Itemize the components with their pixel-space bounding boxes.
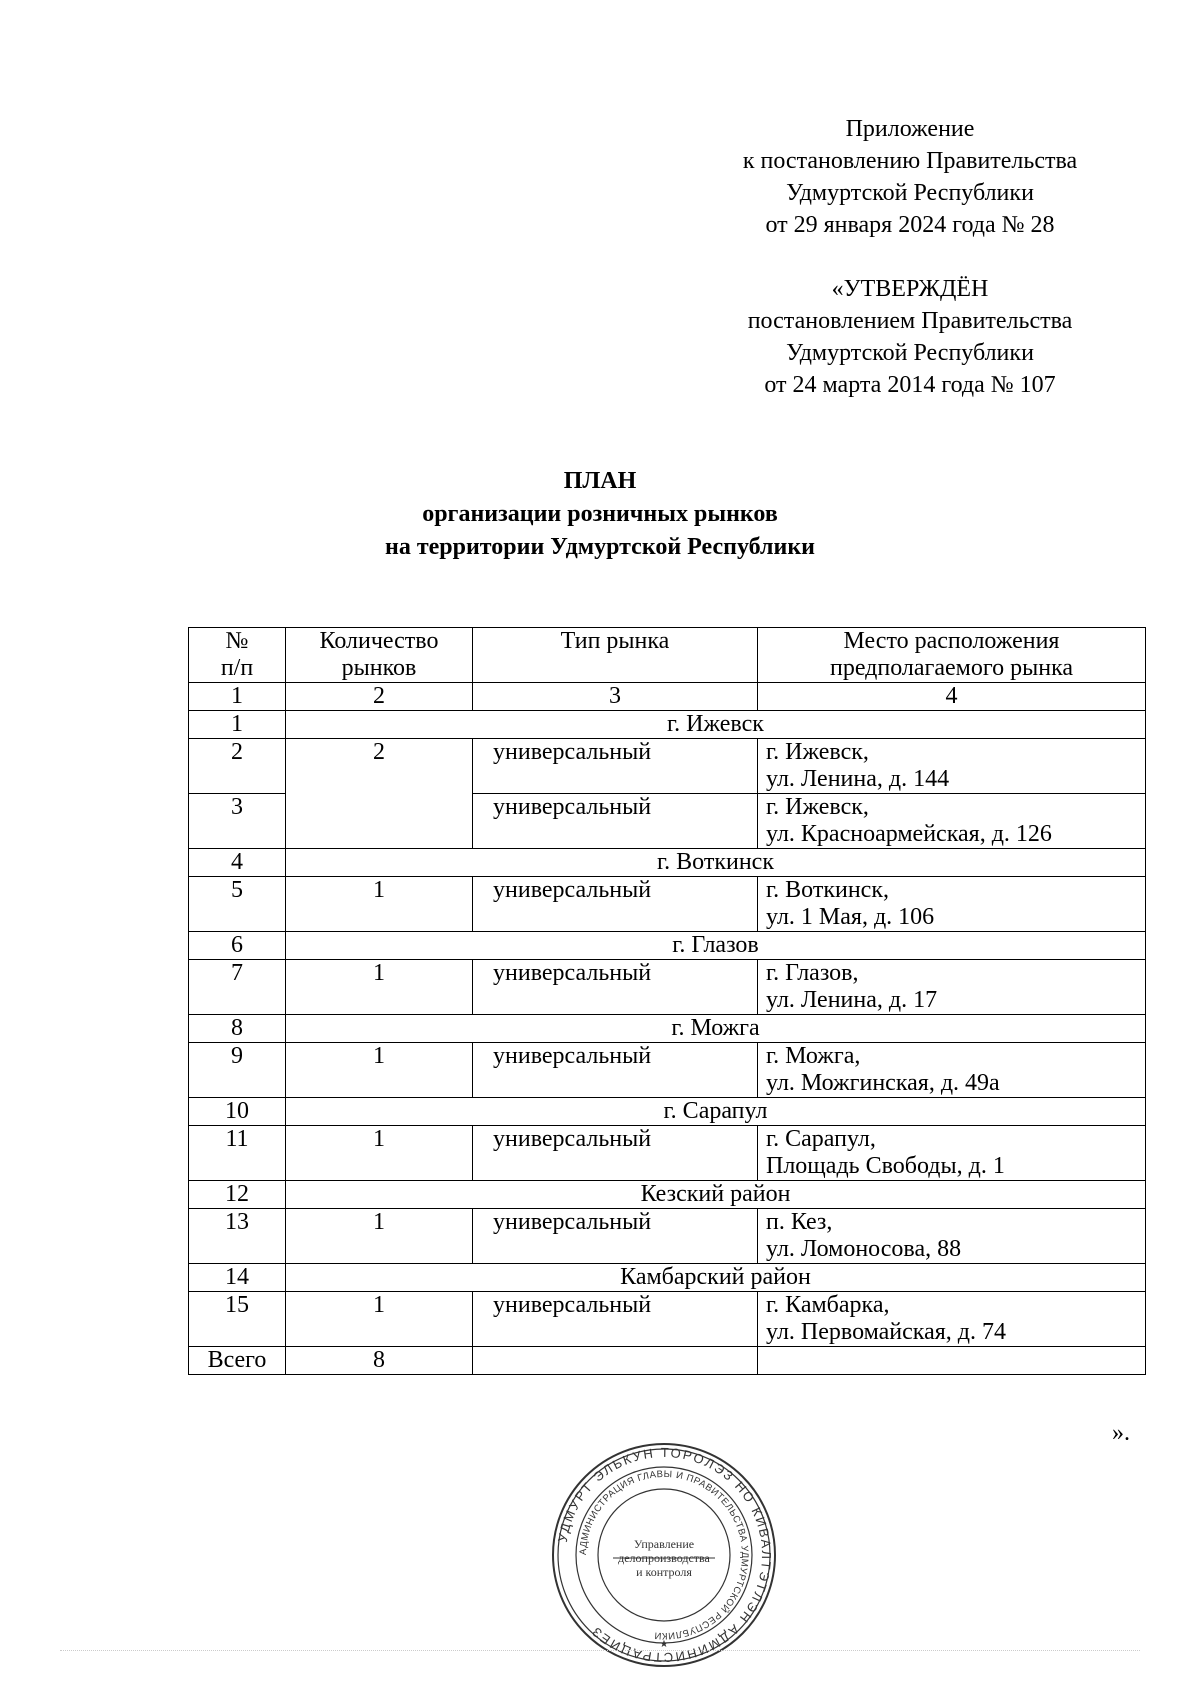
header-count-line2: рынков [341, 655, 417, 681]
row-number: 1 [189, 711, 286, 739]
group-row [189, 1015, 1146, 1043]
market-address [758, 1043, 1146, 1098]
row-number: 2 [189, 739, 286, 794]
market-type: универсальный [473, 877, 758, 932]
header-count [286, 628, 473, 683]
column-index: 1 [189, 683, 286, 711]
address-city: г. Глазов, [766, 960, 859, 986]
market-address [758, 960, 1146, 1015]
title-line: на территории Удмуртской Республики [385, 534, 815, 560]
market-count: 1 [286, 1043, 473, 1098]
group-name: Кезский район [286, 1181, 1146, 1209]
row-number: 9 [189, 1043, 286, 1098]
title-line: ПЛАН [563, 468, 637, 494]
row-number: 12 [189, 1181, 286, 1209]
market-row [189, 1209, 1146, 1264]
market-row [189, 960, 1146, 1015]
market-count: 1 [286, 1126, 473, 1181]
group-row [189, 849, 1146, 877]
market-address [758, 1209, 1146, 1264]
appendix-line: от 29 января 2024 года № 28 [765, 212, 1055, 238]
market-row [189, 1292, 1146, 1347]
stamp-center-line: делопроизводства [618, 1551, 710, 1565]
group-name: г. Сарапул [286, 1098, 1146, 1126]
group-name: г. Можга [286, 1015, 1146, 1043]
column-index: 4 [758, 683, 1146, 711]
market-count: 1 [286, 1292, 473, 1347]
group-row [189, 1098, 1146, 1126]
table-header-row [189, 628, 1146, 683]
scan-artifact-line [60, 1650, 1140, 1653]
markets-table [188, 627, 1146, 1375]
row-number: 13 [189, 1209, 286, 1264]
market-row [189, 877, 1146, 932]
group-name: г. Ижевск [286, 711, 1146, 739]
market-type: универсальный [473, 1043, 758, 1098]
appendix-line: Удмуртской Республики [786, 180, 1034, 206]
address-city: г. Ижевск, [766, 739, 869, 765]
address-city: г. Камбарка, [766, 1292, 890, 1318]
column-index-row [189, 683, 1146, 711]
approval-line: от 24 марта 2014 года № 107 [764, 372, 1056, 398]
group-row [189, 711, 1146, 739]
total-row [189, 1347, 1146, 1375]
market-address [758, 1292, 1146, 1347]
market-type: универсальный [473, 794, 758, 849]
group-row [189, 932, 1146, 960]
row-number: 3 [189, 794, 286, 849]
row-number: 5 [189, 877, 286, 932]
address-street: ул. Первомайская, д. 74 [766, 1319, 1006, 1345]
market-type: универсальный [473, 960, 758, 1015]
market-count: 1 [286, 877, 473, 932]
market-row [189, 1043, 1146, 1098]
stamp-outer-text: УДМУРТ ЭЛЬКУН ТОРОЛЭЗ НО КИВАЛТЭТЛЭН АДМИНИСТРАЦИЕЗ [554, 1444, 775, 1666]
column-index: 3 [473, 683, 758, 711]
stamp-center-line: и контроля [636, 1565, 692, 1579]
group-name: Камбарский район [286, 1264, 1146, 1292]
address-street: ул. Ленина, д. 17 [766, 987, 938, 1013]
market-count: 1 [286, 960, 473, 1015]
header-type: Тип рынка [473, 628, 758, 683]
address-street: ул. Можгинская, д. 49а [766, 1070, 1000, 1096]
total-label: Всего [189, 1347, 286, 1375]
address-city: г. Сарапул, [766, 1126, 876, 1152]
total-count: 8 [286, 1347, 473, 1375]
address-street: ул. 1 Мая, д. 106 [766, 904, 935, 930]
group-name: г. Глазов [286, 932, 1146, 960]
address-city: г. Можга, [766, 1043, 861, 1069]
appendix-block [690, 113, 1130, 241]
address-city: г. Ижевск, [766, 794, 869, 820]
appendix-line: к постановлению Правительства [742, 148, 1078, 174]
appendix-line: Приложение [845, 116, 975, 142]
stamp-inner-text: АДМИНИСТРАЦИЯ ГЛАВЫ И ПРАВИТЕЛЬСТВА УДМУРТСКОЙ РЕСПУБЛИКИ [577, 1468, 751, 1642]
group-row [189, 1181, 1146, 1209]
address-street: ул. Красноармейская, д. 126 [766, 821, 1052, 847]
address-street: ул. Ленина, д. 144 [766, 766, 950, 792]
market-address [758, 739, 1146, 794]
market-address [758, 1126, 1146, 1181]
market-row [189, 1126, 1146, 1181]
row-number: 15 [189, 1292, 286, 1347]
market-type: универсальный [473, 1126, 758, 1181]
row-number: 8 [189, 1015, 286, 1043]
header-place [758, 628, 1146, 683]
row-number: 6 [189, 932, 286, 960]
market-address [758, 794, 1146, 849]
market-count: 1 [286, 1209, 473, 1264]
stamp-star-icon: ★ [659, 1639, 669, 1650]
row-number: 11 [189, 1126, 286, 1181]
approval-line: «УТВЕРЖДЁН [831, 276, 989, 302]
group-name: г. Воткинск [286, 849, 1146, 877]
approval-block [690, 273, 1130, 401]
row-number: 14 [189, 1264, 286, 1292]
header-num-line1: № [225, 628, 249, 654]
market-type: универсальный [473, 1292, 758, 1347]
row-number: 4 [189, 849, 286, 877]
official-seal-stamp [551, 1442, 777, 1668]
header-num [189, 628, 286, 683]
column-index: 2 [286, 683, 473, 711]
market-address [758, 877, 1146, 932]
market-type: универсальный [473, 739, 758, 794]
group-row [189, 1264, 1146, 1292]
header-count-line1: Количество [319, 628, 439, 654]
approval-line: постановлением Правительства [747, 308, 1073, 334]
address-street: Площадь Свободы, д. 1 [766, 1153, 1005, 1179]
approval-line: Удмуртской Республики [786, 340, 1034, 366]
stamp-center-line: Управление [633, 1537, 695, 1551]
header-num-line2: п/п [220, 655, 254, 681]
header-place-line1: Место расположения [843, 628, 1060, 654]
market-row [189, 739, 1146, 794]
address-street: ул. Ломоносова, 88 [766, 1236, 962, 1262]
title-line: организации розничных рынков [422, 501, 778, 527]
address-city: г. Воткинск, [766, 877, 889, 903]
document-title [0, 465, 1200, 564]
market-type: универсальный [473, 1209, 758, 1264]
total-empty-cell [473, 1347, 758, 1375]
row-number: 7 [189, 960, 286, 1015]
address-city: п. Кез, [766, 1209, 833, 1235]
row-number: 10 [189, 1098, 286, 1126]
header-place-line2: предполагаемого рынка [829, 655, 1074, 681]
market-count: 2 [286, 739, 473, 849]
total-empty-cell [758, 1347, 1146, 1375]
closing-quote: ». [1112, 1420, 1130, 1446]
